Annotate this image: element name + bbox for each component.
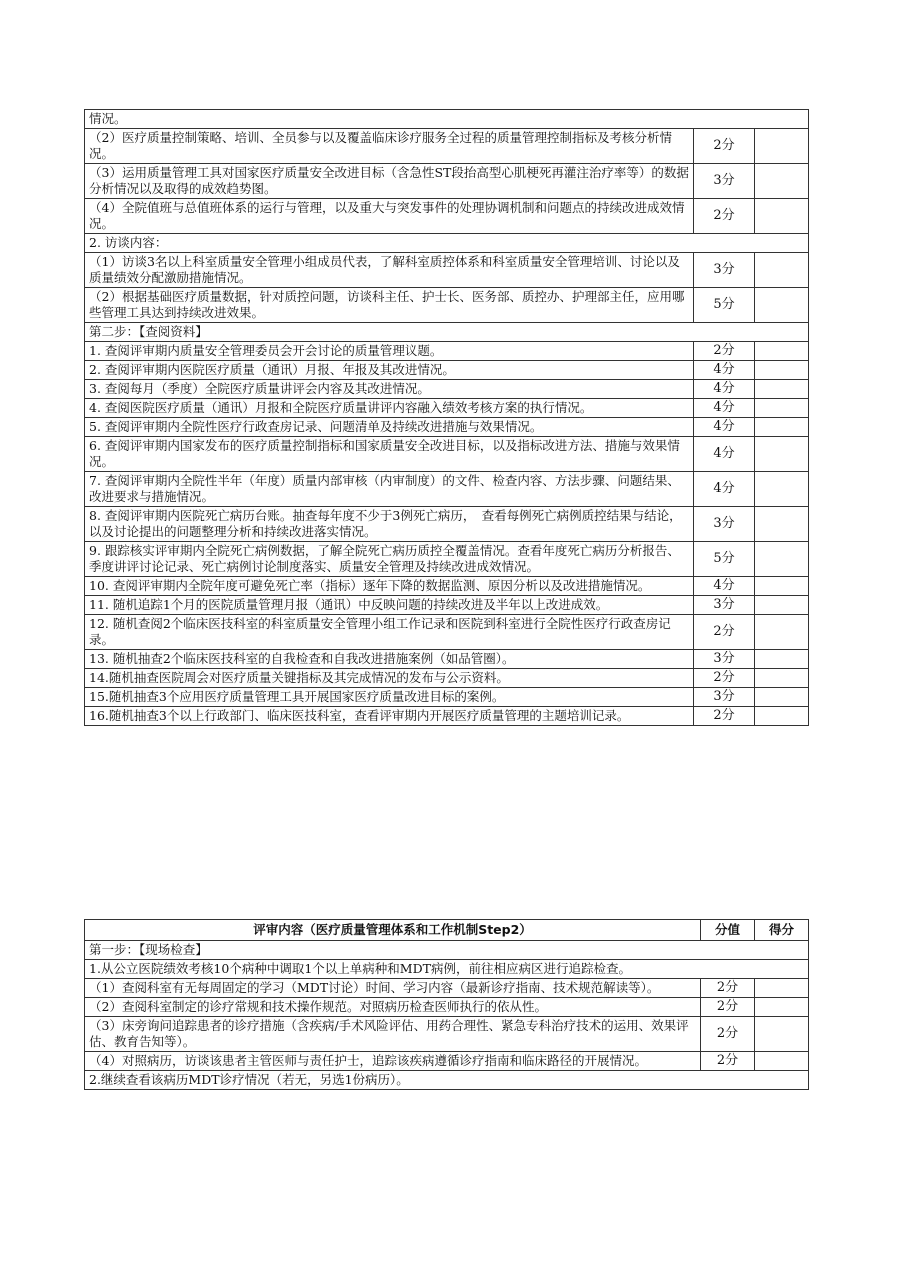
item-grade-cell[interactable] (755, 1017, 809, 1052)
item-score: 5分 (694, 288, 755, 323)
item-score: 2分 (701, 979, 755, 998)
item-grade-cell[interactable] (755, 380, 809, 399)
item-score: 5分 (694, 542, 755, 577)
table-row (85, 234, 809, 253)
table-row (85, 399, 809, 418)
table-row (85, 707, 809, 726)
item-grade-cell[interactable] (755, 1052, 809, 1071)
item-grade-cell[interactable] (755, 596, 809, 615)
item-content: 11. 随机追踪1个月的医院质量管理月报（通讯）中反映问题的持续改进及半年以上改进成效。 (85, 596, 694, 615)
item-score: 2分 (701, 998, 755, 1017)
section-row-text: 情况。 (85, 110, 809, 129)
item-grade-cell[interactable] (755, 669, 809, 688)
table-row (85, 577, 809, 596)
item-content: 3. 查阅每月（季度）全院医疗质量讲评会内容及其改进情况。 (85, 380, 694, 399)
item-score: 3分 (694, 507, 755, 542)
item-content: （3）床旁询问追踪患者的诊疗措施（含疾病/手术风险评估、用药合理性、紧急专科治疗技术的运用、效果评估、教育告知等）。 (85, 1017, 701, 1052)
item-content: 6. 查阅评审期内国家发布的医疗质量控制指标和国家质量安全改进目标，以及指标改进方法、措施与效果情况。 (85, 437, 694, 472)
item-score: 2分 (694, 129, 755, 164)
item-grade-cell[interactable] (755, 129, 809, 164)
item-score: 3分 (694, 164, 755, 199)
item-content: 9. 跟踪核实评审期内全院死亡病例数据，了解全院死亡病历质控全覆盖情况。查看年度死亡病历分析报告、季度讲评讨论记录、死亡病例讨论制度落实、质量安全管理及持续改进成效情况。 (85, 542, 694, 577)
item-score: 4分 (694, 437, 755, 472)
table-row (85, 615, 809, 650)
item-grade-cell[interactable] (755, 688, 809, 707)
item-score: 2分 (701, 1017, 755, 1052)
item-score: 3分 (694, 253, 755, 288)
table-row (85, 542, 809, 577)
item-grade-cell[interactable] (755, 253, 809, 288)
table-row (85, 342, 809, 361)
item-content: 7. 查阅评审期内全院性半年（年度）质量内部审核（内审制度）的文件、检查内容、方法步骤、问题结果、改进要求与措施情况。 (85, 472, 694, 507)
item-content: （2）查阅科室制定的诊疗常规和技术操作规范。对照病历检查医师执行的依从性。 (85, 998, 701, 1017)
item-grade-cell[interactable] (755, 437, 809, 472)
item-grade-cell[interactable] (755, 472, 809, 507)
item-content: （4）对照病历，访谈该患者主管医师与责任护士，追踪该疾病遵循诊疗指南和临床路径的开展情况。 (85, 1052, 701, 1071)
item-content: （4）全院值班与总值班体系的运行与管理，以及重大与突发事件的处理协调机制和问题点的持续改进成效情况。 (85, 199, 694, 234)
section-row-text: 第一步：【现场检查】 (85, 941, 809, 960)
table-row (85, 361, 809, 380)
table-row (85, 110, 809, 129)
table-row (85, 941, 809, 960)
item-score: 3分 (694, 596, 755, 615)
item-score: 4分 (694, 577, 755, 596)
review-table-step1 (84, 109, 809, 726)
item-content: 4. 查阅医院医疗质量（通讯）月报和全院医疗质量讲评内容融入绩效考核方案的执行情况。 (85, 399, 694, 418)
header-grade: 得分 (755, 920, 809, 941)
item-score: 4分 (694, 361, 755, 380)
item-score: 4分 (694, 472, 755, 507)
table-row (85, 437, 809, 472)
item-content: 16.随机抽查3个以上行政部门、临床医技科室，查看评审期内开展医疗质量管理的主题培训记录。 (85, 707, 694, 726)
item-content: 1. 查阅评审期内质量安全管理委员会开会讨论的质量管理议题。 (85, 342, 694, 361)
item-grade-cell[interactable] (755, 361, 809, 380)
table-row (85, 1071, 809, 1090)
item-score: 2分 (701, 1052, 755, 1071)
item-content: （1）访谈3名以上科室质量安全管理小组成员代表，了解科室质控体系和科室质量安全管理培训、讨论以及质量绩效分配激励措施情况。 (85, 253, 694, 288)
header-score: 分值 (701, 920, 755, 941)
table-row (85, 1017, 809, 1052)
item-grade-cell[interactable] (755, 707, 809, 726)
item-grade-cell[interactable] (755, 199, 809, 234)
item-content: （3）运用质量管理工具对国家医疗质量安全改进目标（含急性ST段抬高型心肌梗死再灌注治疗率等）的数据分析情况以及取得的成效趋势图。 (85, 164, 694, 199)
item-grade-cell[interactable] (755, 577, 809, 596)
item-grade-cell[interactable] (755, 342, 809, 361)
section-row-text: 第二步：【查阅资料】 (85, 323, 809, 342)
item-content: 12. 随机查阅2个临床医技科室的科室质量安全管理小组工作记录和医院到科室进行全院性医疗行政查房记录。 (85, 615, 694, 650)
item-content: （2）医疗质量控制策略、培训、全员参与以及覆盖临床诊疗服务全过程的质量管理控制指标及考核分析情况。 (85, 129, 694, 164)
item-score: 3分 (694, 688, 755, 707)
header-content: 评审内容（医疗质量管理体系和工作机制Step2） (85, 920, 701, 941)
item-grade-cell[interactable] (755, 998, 809, 1017)
item-content: 13. 随机抽查2个临床医技科室的自我检查和自我改进措施案例（如品管圈）。 (85, 650, 694, 669)
item-score: 2分 (694, 615, 755, 650)
table-row (85, 960, 809, 979)
table-row (85, 199, 809, 234)
table-row (85, 380, 809, 399)
item-grade-cell[interactable] (755, 418, 809, 437)
table-row (85, 472, 809, 507)
item-content: 10. 查阅评审期内全院年度可避免死亡率（指标）逐年下降的数据监测、原因分析以及改进措施情况。 (85, 577, 694, 596)
item-grade-cell[interactable] (755, 399, 809, 418)
item-score: 2分 (694, 669, 755, 688)
table-row (85, 979, 809, 998)
item-score: 2分 (694, 707, 755, 726)
item-grade-cell[interactable] (755, 507, 809, 542)
item-score: 4分 (694, 418, 755, 437)
table-row (85, 650, 809, 669)
table-row (85, 164, 809, 199)
subsection-row-text: 2. 访谈内容： (85, 234, 809, 253)
table-row (85, 253, 809, 288)
item-score: 2分 (694, 199, 755, 234)
section-row-text: 2.继续查看该病历MDT诊疗情况（若无，另选1份病历）。 (85, 1071, 809, 1090)
item-content: 2. 查阅评审期内医院医疗质量（通讯）月报、年报及其改进情况。 (85, 361, 694, 380)
item-content: （1）查阅科室有无每周固定的学习（MDT讨论）时间、学习内容（最新诊疗指南、技术规范解读等）。 (85, 979, 701, 998)
item-grade-cell[interactable] (755, 979, 809, 998)
table-row (85, 596, 809, 615)
item-score: 2分 (694, 342, 755, 361)
item-grade-cell[interactable] (755, 542, 809, 577)
item-score: 4分 (694, 399, 755, 418)
item-grade-cell[interactable] (755, 650, 809, 669)
item-grade-cell[interactable] (755, 288, 809, 323)
item-content: （2）根据基础医疗质量数据，针对质控问题，访谈科主任、护士长、医务部、质控办、护理部主任，应用哪些管理工具达到持续改进效果。 (85, 288, 694, 323)
table-row (85, 998, 809, 1017)
section-row-text: 1.从公立医院绩效考核10个病种中调取1个以上单病种和MDT病例，前往相应病区进行追踪检查。 (85, 960, 809, 979)
item-content: 15.随机抽查3个应用医疗质量管理工具开展国家医疗质量改进目标的案例。 (85, 688, 694, 707)
item-content: 8. 查阅评审期内医院死亡病历台账。抽查每年度不少于3例死亡病历， 查看每例死亡病例质控结果与结论，以及讨论提出的问题整理分析和持续改进落实情况。 (85, 507, 694, 542)
item-grade-cell[interactable] (755, 615, 809, 650)
item-score: 3分 (694, 650, 755, 669)
item-content: 5. 查阅评审期内全院性医疗行政查房记录、问题清单及持续改进措施与效果情况。 (85, 418, 694, 437)
item-content: 14.随机抽查医院周会对医疗质量关键指标及其完成情况的发布与公示资料。 (85, 669, 694, 688)
table-row (85, 1052, 809, 1071)
table-row (85, 507, 809, 542)
item-score: 4分 (694, 380, 755, 399)
table-row (85, 323, 809, 342)
review-table-step2 (84, 919, 809, 1090)
item-grade-cell[interactable] (755, 164, 809, 199)
table-row (85, 129, 809, 164)
table-row (85, 418, 809, 437)
table-header-row (85, 920, 809, 941)
table-row (85, 288, 809, 323)
table-row (85, 669, 809, 688)
table-row (85, 688, 809, 707)
